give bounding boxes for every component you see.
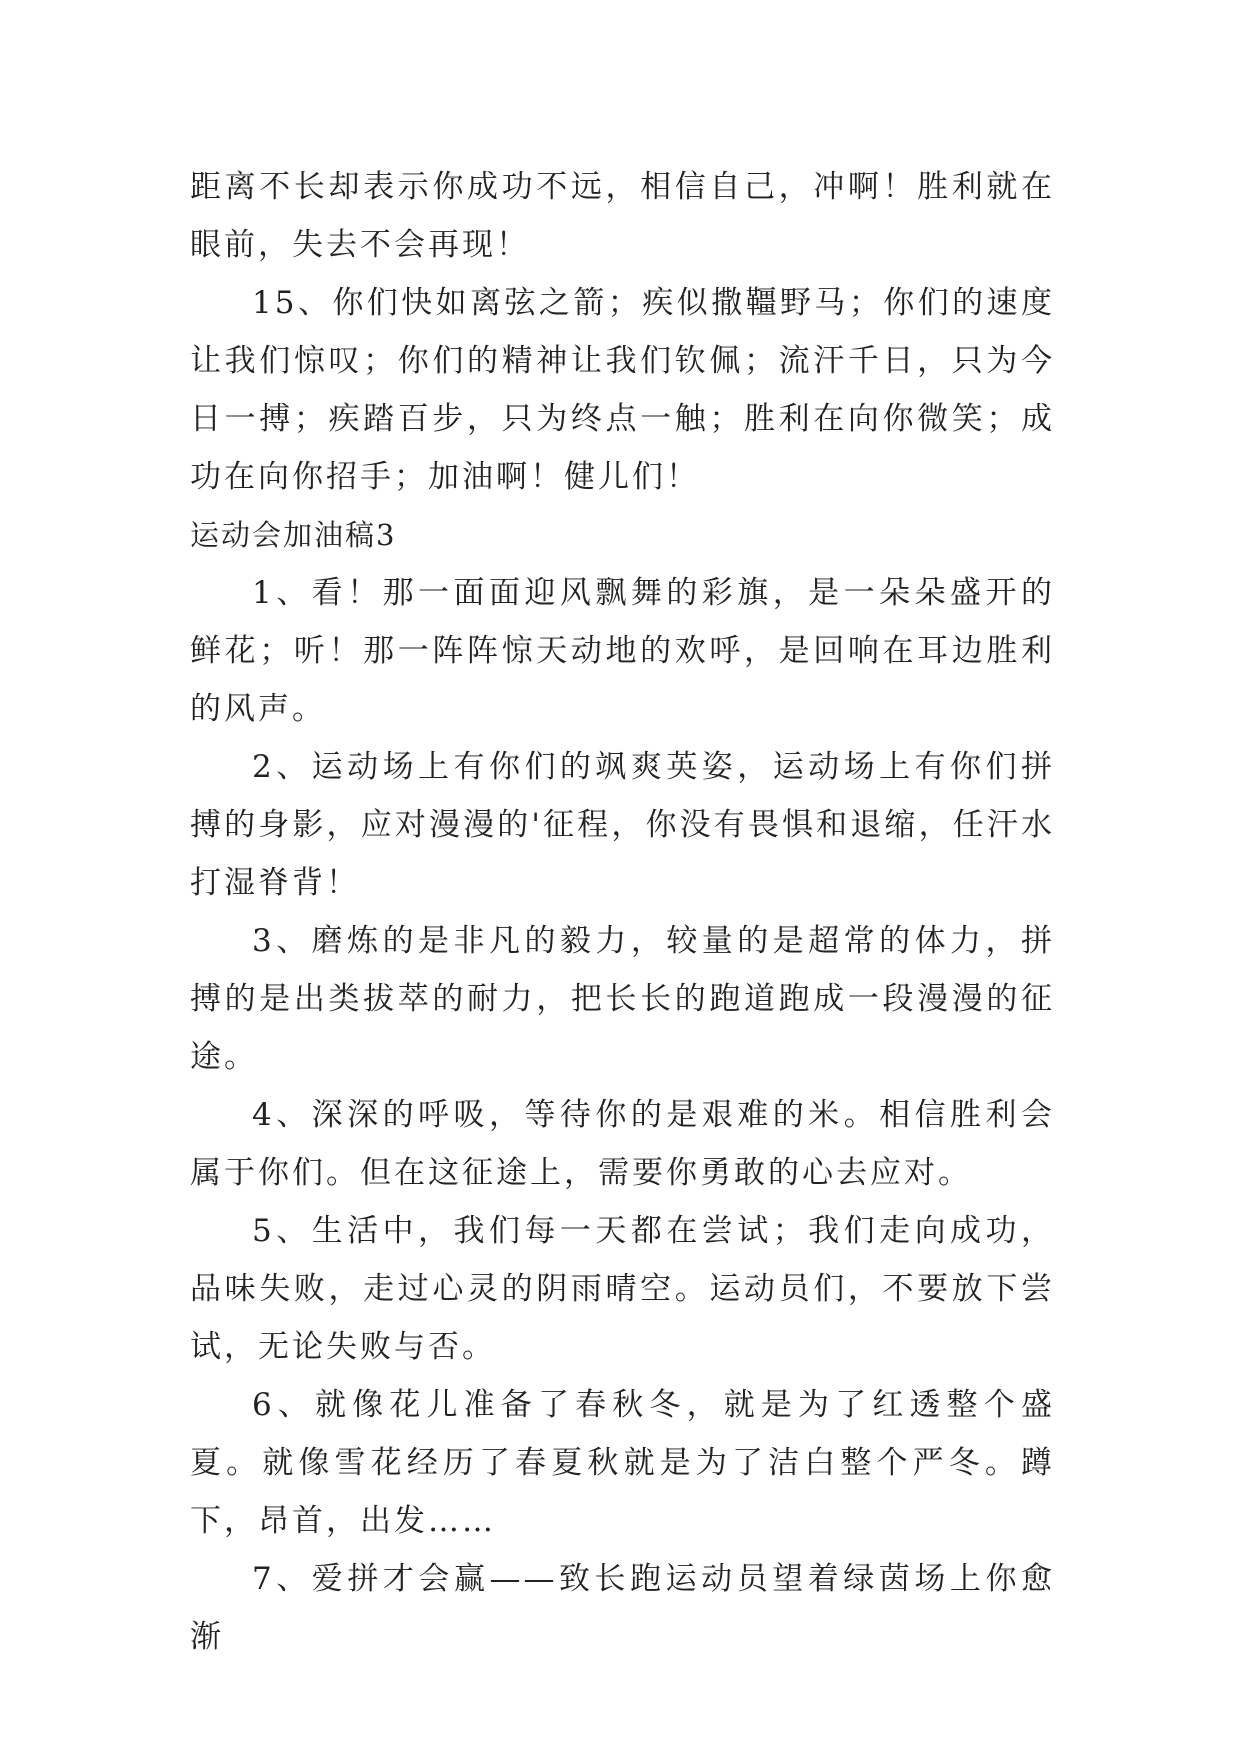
document-body bbox=[190, 158, 1055, 1666]
list-item: 5、生活中，我们每一天都在尝试；我们走向成功，品味失败，走过心灵的阴雨晴空。运动员们，不要放下尝试，无论失败与否。 bbox=[190, 1213, 1055, 1365]
paragraph-item-15: 15、你们快如离弦之箭；疾似撒韁野马；你们的速度让我们惊叹；你们的精神让我们钦佩；流汗千日，只为今日一搏；疾踏百步，只为终点一触；胜利在向你微笑；成功在向你招手；加油啊！健儿们！ bbox=[190, 285, 1055, 495]
list-item: 7、爱拼才会赢——致长跑运动员望着绿茵场上你愈渐 bbox=[190, 1561, 1055, 1655]
list-item: 6、就像花儿准备了春秋冬，就是为了红透整个盛夏。就像雪花经历了春夏秋就是为了洁白整个严冬。蹲下，昂首，出发…… bbox=[190, 1387, 1055, 1539]
list-item: 1、看！那一面面迎风飘舞的彩旗，是一朵朵盛开的鲜花；听！那一阵阵惊天动地的欢呼，是回响在耳边胜利的风声。 bbox=[190, 575, 1055, 727]
list-item: 3、磨炼的是非凡的毅力，较量的是超常的体力，拼搏的是出类拔萃的耐力，把长长的跑道跑成一段漫漫的征途。 bbox=[190, 923, 1055, 1075]
list-item: 4、深深的呼吸，等待你的是艰难的米。相信胜利会属于你们。但在这征途上，需要你勇敢的心去应对。 bbox=[190, 1097, 1055, 1191]
paragraph-continuation: 距离不长却表示你成功不远，相信自己，冲啊！胜利就在眼前，失去不会再现！ bbox=[190, 169, 1055, 263]
section-title: 运动会加油稿3 bbox=[190, 518, 397, 552]
list-item: 2、运动场上有你们的飒爽英姿，运动场上有你们拼搏的身影，应对漫漫的'征程，你没有畏惧和退缩，任汗水打湿脊背！ bbox=[190, 749, 1055, 901]
